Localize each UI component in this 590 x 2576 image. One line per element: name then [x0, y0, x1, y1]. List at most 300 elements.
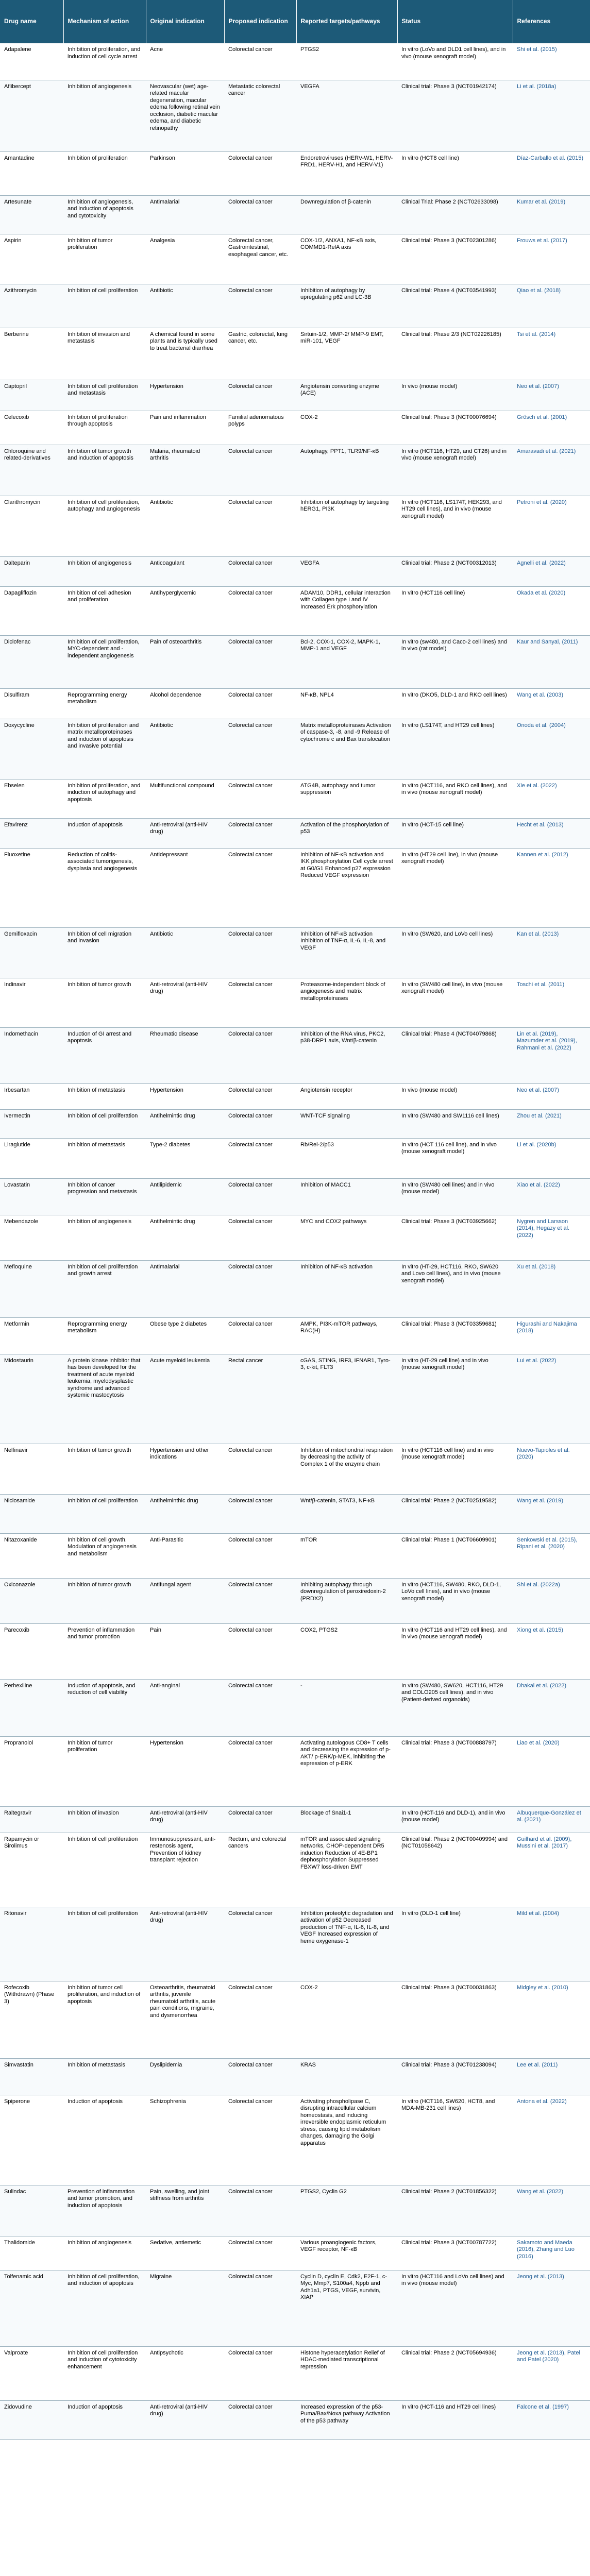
mechanism-cell: Inhibition of cell proliferation, MYC-dependent and -independent angiogenesis — [63, 635, 146, 688]
drug-name-cell: Propranolol — [0, 1736, 63, 1806]
header-status: Status — [397, 0, 513, 43]
table-row — [0, 2400, 590, 2439]
proposed-indication-cell: Colorectal cancer — [224, 2185, 296, 2236]
reference-link[interactable]: Antona et al. (2022) — [513, 2095, 590, 2185]
drug-name-cell: Rofecoxib (Withdrawn) (Phase 3) — [0, 1981, 63, 2058]
targets-cell: COX-2 — [296, 411, 397, 445]
drug-name-cell: Dalteparin — [0, 556, 63, 586]
reference-link[interactable]: Li et al. (2020b) — [513, 1138, 590, 1178]
reference-link[interactable]: Kaur and Sanyal, (2011) — [513, 635, 590, 688]
original-indication-cell: Hypertension — [146, 380, 224, 411]
drug-name-cell: Liraglutide — [0, 1138, 63, 1178]
drug-name-cell: Zidovudine — [0, 2400, 63, 2439]
drug-name-cell: Amantadine — [0, 151, 63, 195]
reference-link[interactable]: Shi et al. (2015) — [513, 43, 590, 80]
drug-name-cell: Ritonavir — [0, 1907, 63, 1981]
targets-cell: Inhibition of autophagy by upregulating p62 and LC-3B — [296, 284, 397, 328]
status-cell: In vitro (HT-29 cell line) and in vivo (mouse xenograft model) — [397, 1354, 513, 1444]
proposed-indication-cell: Colorectal cancer — [224, 1806, 296, 1833]
reference-link[interactable]: Tsi et al. (2014) — [513, 328, 590, 380]
proposed-indication-cell: Colorectal cancer — [224, 445, 296, 496]
original-indication-cell: Antibiotic — [146, 496, 224, 556]
mechanism-cell: Reprogramming energy metabolism — [63, 1317, 146, 1354]
mechanism-cell: Reprogramming energy metabolism — [63, 688, 146, 719]
reference-link[interactable]: Qiao et al. (2018) — [513, 284, 590, 328]
mechanism-cell: Inhibition of proliferation, and induction of cell cycle arrest — [63, 43, 146, 80]
drug-name-cell: Valproate — [0, 2346, 63, 2400]
mechanism-cell: Inhibition of proliferation — [63, 151, 146, 195]
drug-name-cell: Nitazoxanide — [0, 1533, 63, 1578]
targets-cell: mTOR — [296, 1533, 397, 1578]
targets-cell: Wnt/β-catenin, STAT3, NF-κB — [296, 1494, 397, 1533]
reference-link[interactable]: Petroni et al. (2020) — [513, 496, 590, 556]
mechanism-cell: Inhibition of cell proliferation — [63, 1907, 146, 1981]
proposed-indication-cell: Colorectal cancer — [224, 1083, 296, 1109]
table-row — [0, 2095, 590, 2185]
proposed-indication-cell: Colorectal cancer — [224, 151, 296, 195]
table-row — [0, 1215, 590, 1260]
targets-cell: Bcl-2, COX-1, COX-2, MAPK-1, MMP-1 and VEGF — [296, 635, 397, 688]
reference-link[interactable]: Okada et al. (2020) — [513, 586, 590, 635]
table-row — [0, 195, 590, 234]
proposed-indication-cell: Colorectal cancer — [224, 195, 296, 234]
status-cell: Clinical trial: Phase 3 (NCT00787722) — [397, 2236, 513, 2270]
status-cell: In vitro (SW480, SW620, HCT116, HT29 and COLO205 cell lines), and in vivo (Patient-derived organoids) — [397, 1679, 513, 1736]
original-indication-cell: Antimalarial — [146, 195, 224, 234]
drug-name-cell: Ebselen — [0, 779, 63, 818]
proposed-indication-cell: Colorectal cancer — [224, 1623, 296, 1679]
drug-name-cell: Perhexiline — [0, 1679, 63, 1736]
original-indication-cell: Anti-retroviral (anti-HIV drug) — [146, 818, 224, 848]
status-cell: In vitro (HCT-116 and HT29 cell lines) — [397, 2400, 513, 2439]
original-indication-cell: Acne — [146, 43, 224, 80]
drug-name-cell: Midostaurin — [0, 1354, 63, 1444]
original-indication-cell: Sedative, antiemetic — [146, 2236, 224, 2270]
table-row — [0, 445, 590, 496]
reference-link[interactable]: Jeong et al. (2013) — [513, 2270, 590, 2346]
status-cell: In vitro (HCT-116 and DLD-1), and in vivo (mouse model) — [397, 1806, 513, 1833]
original-indication-cell: Hypertension and other indications — [146, 1444, 224, 1494]
mechanism-cell: Inhibition of cell adhesion and proliferation — [63, 586, 146, 635]
mechanism-cell: Inhibition of angiogenesis — [63, 2236, 146, 2270]
table-row — [0, 496, 590, 556]
drug-name-cell: Disulfiram — [0, 688, 63, 719]
status-cell: Clinical trial: Phase 4 (NCT03541993) — [397, 284, 513, 328]
reference-link[interactable]: Mild et al. (2004) — [513, 1907, 590, 1981]
original-indication-cell: Anti-retroviral (anti-HIV drug) — [146, 1806, 224, 1833]
mechanism-cell: A protein kinase inhibitor that has been developed for the treatment of acute myeloid leukemia, myelodysplastic syndrome and advanced systemic mastocytosis — [63, 1354, 146, 1444]
status-cell: In vitro (HCT116 and HT29 cell lines), and in vivo (mouse xenograft model) — [397, 1623, 513, 1679]
original-indication-cell: Antihyperglycemic — [146, 586, 224, 635]
proposed-indication-cell: Colorectal cancer — [224, 380, 296, 411]
mechanism-cell: Inhibition of tumor proliferation — [63, 234, 146, 284]
mechanism-cell: Inhibition of tumor cell proliferation, and induction of apoptosis — [63, 1981, 146, 2058]
reference-link[interactable]: Agnelli et al. (2022) — [513, 556, 590, 586]
drug-name-cell: Thalidomide — [0, 2236, 63, 2270]
drug-name-cell: Lovastatin — [0, 1178, 63, 1215]
mechanism-cell: Inhibition of cell migration and invasion — [63, 927, 146, 978]
proposed-indication-cell: Colorectal cancer — [224, 284, 296, 328]
original-indication-cell: Anti-retroviral (anti-HIV drug) — [146, 2400, 224, 2439]
mechanism-cell: Inhibition of cell proliferation and growth arrest — [63, 1260, 146, 1317]
reference-link[interactable]: Dhakal et al. (2022) — [513, 1679, 590, 1736]
table-row — [0, 635, 590, 688]
mechanism-cell: Inhibition of cancer progression and metastasis — [63, 1178, 146, 1215]
reference-link[interactable]: Falcone et al. (1997) — [513, 2400, 590, 2439]
targets-cell: Rb/Rel-2/p53 — [296, 1138, 397, 1178]
proposed-indication-cell: Colorectal cancer — [224, 586, 296, 635]
proposed-indication-cell: Colorectal cancer — [224, 1679, 296, 1736]
status-cell: In vitro (HCT116, HT29, and CT26) and in vivo (mouse xenograft model) — [397, 445, 513, 496]
original-indication-cell: Hypertension — [146, 1736, 224, 1806]
reference-link[interactable]: Lin et al. (2019), Mazumder et al. (2019), Rahmani et al. (2022) — [513, 1027, 590, 1083]
status-cell: In vitro (HCT116 cell line) — [397, 586, 513, 635]
reference-link[interactable]: Amaravadi et al. (2021) — [513, 445, 590, 496]
targets-cell: - — [296, 1679, 397, 1736]
reference-link[interactable]: Senkowski et al. (2015), Ripani et al. (2020) — [513, 1533, 590, 1578]
targets-cell: Proteasome-independent block of angiogenesis and matrix metalloproteinases — [296, 978, 397, 1027]
targets-cell: VEGFA — [296, 556, 397, 586]
drug-name-cell: Raltegravir — [0, 1806, 63, 1833]
original-indication-cell: Antibiotic — [146, 284, 224, 328]
mechanism-cell: Inhibition of angiogenesis — [63, 80, 146, 151]
mechanism-cell: Inhibition of tumor growth — [63, 1578, 146, 1623]
original-indication-cell: Anti-retroviral (anti-HIV drug) — [146, 1907, 224, 1981]
table-row — [0, 1138, 590, 1178]
drug-name-cell: Spiperone — [0, 2095, 63, 2185]
proposed-indication-cell: Colorectal cancer — [224, 1533, 296, 1578]
status-cell: In vitro (HCT116, SW620, HCT8, and MDA-MB-231 cell lines) — [397, 2095, 513, 2185]
status-cell: Clinical trial: Phase 2 (NCT01856322) — [397, 2185, 513, 2236]
reference-link[interactable]: Xiao et al. (2022) — [513, 1178, 590, 1215]
status-cell: In vitro (SW480 cell lines) and in vivo (mouse model) — [397, 1178, 513, 1215]
proposed-indication-cell: Colorectal cancer — [224, 978, 296, 1027]
proposed-indication-cell: Metastatic colorectal cancer — [224, 80, 296, 151]
targets-cell: cGAS, STING, IRF3, IFNAR1, Tyro-3, c-kit, FLT3 — [296, 1354, 397, 1444]
mechanism-cell: Inhibition of cell proliferation and metastasis — [63, 380, 146, 411]
table-row — [0, 1833, 590, 1907]
original-indication-cell: Hypertension — [146, 1083, 224, 1109]
table-row — [0, 586, 590, 635]
original-indication-cell: Antipsychotic — [146, 2346, 224, 2400]
status-cell: Clinical trial: Phase 4 (NCT04079868) — [397, 1027, 513, 1083]
reference-link[interactable]: Hecht et al. (2013) — [513, 818, 590, 848]
status-cell: In vitro (HCT116, SW480, RKO, DLD-1, LoVo cell lines), and in vivo (mouse xenograft model) — [397, 1578, 513, 1623]
reference-link[interactable]: Neo et al. (2007) — [513, 380, 590, 411]
targets-cell: ATG4B, autophagy and tumor suppression — [296, 779, 397, 818]
original-indication-cell: Analgesia — [146, 234, 224, 284]
reference-link[interactable]: Zhou et al. (2021) — [513, 1109, 590, 1138]
original-indication-cell: Acute myeloid leukemia — [146, 1354, 224, 1444]
original-indication-cell: Pain and inflammation — [146, 411, 224, 445]
table-row — [0, 556, 590, 586]
reference-link[interactable]: Toschi et al. (2011) — [513, 978, 590, 1027]
proposed-indication-cell: Colorectal cancer — [224, 43, 296, 80]
mechanism-cell: Inhibition of invasion and metastasis — [63, 328, 146, 380]
targets-cell: COX-2 — [296, 1981, 397, 2058]
proposed-indication-cell: Rectum, and colorectal cancers — [224, 1833, 296, 1907]
status-cell: In vivo (mouse model) — [397, 380, 513, 411]
status-cell: Clinical trial: Phase 3 (NCT00031863) — [397, 1981, 513, 2058]
status-cell: Clinical trial: Phase 3 (NCT00076694) — [397, 411, 513, 445]
reference-link[interactable]: Wang et al. (2022) — [513, 2185, 590, 2236]
status-cell: In vitro (HCT116 cell line) and in vivo (mouse xenograft model) — [397, 1444, 513, 1494]
reference-link[interactable]: Wang et al. (2003) — [513, 688, 590, 719]
proposed-indication-cell: Colorectal cancer — [224, 848, 296, 927]
drug-name-cell: Aspirin — [0, 234, 63, 284]
table-row — [0, 818, 590, 848]
reference-link[interactable]: Xiong et al. (2015) — [513, 1623, 590, 1679]
status-cell: In vitro (DKO5, DLD-1 and RKO cell lines) — [397, 688, 513, 719]
reference-link[interactable]: Higurashi and Nakajima (2018) — [513, 1317, 590, 1354]
reference-link[interactable]: Albuquerque-González et al. (2021) — [513, 1806, 590, 1833]
reference-link[interactable]: Grösch et al. (2001) — [513, 411, 590, 445]
reference-link[interactable]: Xie et al. (2022) — [513, 779, 590, 818]
proposed-indication-cell: Colorectal cancer — [224, 818, 296, 848]
proposed-indication-cell: Colorectal cancer — [224, 1027, 296, 1083]
mechanism-cell: Inhibition of tumor growth and induction of apoptosis — [63, 445, 146, 496]
reference-link[interactable]: Nuevo-Tapioles et al. (2020) — [513, 1444, 590, 1494]
original-indication-cell: Schizophrenia — [146, 2095, 224, 2185]
reference-link[interactable]: Wang et al. (2019) — [513, 1494, 590, 1533]
drug-name-cell: Niclosamide — [0, 1494, 63, 1533]
mechanism-cell: Inhibition of tumor growth — [63, 1444, 146, 1494]
drug-name-cell: Nelfinavir — [0, 1444, 63, 1494]
proposed-indication-cell: Colorectal cancer — [224, 2270, 296, 2346]
proposed-indication-cell: Colorectal cancer — [224, 1444, 296, 1494]
status-cell: Clinical trial: Phase 2 (NCT00409994) and (NCT01058642) — [397, 1833, 513, 1907]
mechanism-cell: Inhibition of cell proliferation, and induction of apoptosis — [63, 2270, 146, 2346]
targets-cell: Activating phospholipase C, disrupting intracellular calcium homeostasis, and inducing irreversible endoplasmic reticulum stress, causing lipid metabolism changes, damaging the Golgi apparatus — [296, 2095, 397, 2185]
table-row — [0, 1444, 590, 1494]
mechanism-cell: Induction of apoptosis — [63, 818, 146, 848]
drug-name-cell: Rapamycin or Sirolimus — [0, 1833, 63, 1907]
original-indication-cell: Anti-Parasitic — [146, 1533, 224, 1578]
mechanism-cell: Inhibition of cell proliferation and induction of cytotoxicity enhancement — [63, 2346, 146, 2400]
status-cell: Clinical trial: Phase 2 (NCT00312013) — [397, 556, 513, 586]
reference-link[interactable]: Frouws et al. (2017) — [513, 234, 590, 284]
table-row — [0, 380, 590, 411]
proposed-indication-cell: Colorectal cancer — [224, 1736, 296, 1806]
original-indication-cell: Antihelminthic drug — [146, 1494, 224, 1533]
mechanism-cell: Inhibition of cell proliferation, autophagy and angiogenesis — [63, 496, 146, 556]
status-cell: In vitro (HT-29, HCT116, RKO, SW620 and Lovo cell lines), and in vivo (mouse xenograft model) — [397, 1260, 513, 1317]
status-cell: In vitro (SW480 and SW1116 cell lines) — [397, 1109, 513, 1138]
proposed-indication-cell: Colorectal cancer — [224, 1178, 296, 1215]
reference-link[interactable]: Díaz-Carballo et al. (2015) — [513, 151, 590, 195]
proposed-indication-cell: Colorectal cancer — [224, 1260, 296, 1317]
proposed-indication-cell: Colorectal cancer — [224, 1981, 296, 2058]
proposed-indication-cell: Colorectal cancer — [224, 2236, 296, 2270]
drug-name-cell: Berberine — [0, 328, 63, 380]
status-cell: In vitro (LS174T, and HT29 cell lines) — [397, 719, 513, 779]
table-body — [0, 43, 590, 2439]
targets-cell: COX-1/2, ANXA1, NF-κB axis, COMMD1-RelA axis — [296, 234, 397, 284]
reference-link[interactable]: Lee et al. (2011) — [513, 2058, 590, 2095]
proposed-indication-cell: Colorectal cancer — [224, 1138, 296, 1178]
mechanism-cell: Reduction of colitis-associated tumorigenesis, dysplasia and angiogenesis — [63, 848, 146, 927]
mechanism-cell: Induction of apoptosis — [63, 2095, 146, 2185]
proposed-indication-cell: Colorectal cancer — [224, 1215, 296, 1260]
mechanism-cell: Inhibition of metastasis — [63, 1083, 146, 1109]
drug-name-cell: Azithromycin — [0, 284, 63, 328]
reference-link[interactable]: Liao et al. (2020) — [513, 1736, 590, 1806]
reference-link[interactable]: Xu et al. (2018) — [513, 1260, 590, 1317]
reference-link[interactable]: Onoda et al. (2004) — [513, 719, 590, 779]
targets-cell: Autophagy, PPT1, TLR9/NF-κB — [296, 445, 397, 496]
status-cell: In vitro (HCT-15 cell line) — [397, 818, 513, 848]
table-row — [0, 284, 590, 328]
reference-link[interactable]: Guilhard et al. (2009), Mussini et al. (2017) — [513, 1833, 590, 1907]
proposed-indication-cell: Colorectal cancer — [224, 1317, 296, 1354]
reference-link[interactable]: Jeong et al. (2013), Patel and Patel (2020) — [513, 2346, 590, 2400]
original-indication-cell: Rheumatic disease — [146, 1027, 224, 1083]
table-row — [0, 1027, 590, 1083]
reference-link[interactable]: Lui et al. (2022) — [513, 1354, 590, 1444]
drug-name-cell: Chloroquine and related-derivatives — [0, 445, 63, 496]
table-row — [0, 848, 590, 927]
original-indication-cell: Anticoagulant — [146, 556, 224, 586]
status-cell: Clinical Trial: Phase 2 (NCT02633098) — [397, 195, 513, 234]
status-cell: Clinical trial: Phase 3 (NCT03925662) — [397, 1215, 513, 1260]
table-row — [0, 779, 590, 818]
drug-name-cell: Clarithromycin — [0, 496, 63, 556]
drug-name-cell: Diclofenac — [0, 635, 63, 688]
mechanism-cell: Inhibition of proliferation through apoptosis — [63, 411, 146, 445]
targets-cell: Downregulation of β-catenin — [296, 195, 397, 234]
drug-name-cell: Doxycycline — [0, 719, 63, 779]
table-row — [0, 151, 590, 195]
status-cell: In vitro (SW480 cell line), in vivo (mouse xenograft model) — [397, 978, 513, 1027]
table-row — [0, 688, 590, 719]
table-row — [0, 1260, 590, 1317]
original-indication-cell: Antilipidemic — [146, 1178, 224, 1215]
table-row — [0, 1494, 590, 1533]
table-row — [0, 43, 590, 80]
mechanism-cell: Inhibition of invasion — [63, 1806, 146, 1833]
drug-name-cell: Metformin — [0, 1317, 63, 1354]
proposed-indication-cell: Colorectal cancer — [224, 496, 296, 556]
table-row — [0, 1578, 590, 1623]
drug-name-cell: Mebendazole — [0, 1215, 63, 1260]
mechanism-cell: Inhibition of cell proliferation — [63, 1109, 146, 1138]
original-indication-cell: Antihelmintic drug — [146, 1215, 224, 1260]
targets-cell: Angiotensin receptor — [296, 1083, 397, 1109]
targets-cell: Increased expression of the p53-Puma/Bax/Noxa pathway Activation of the p53 pathway — [296, 2400, 397, 2439]
table-row — [0, 2270, 590, 2346]
targets-cell: KRAS — [296, 2058, 397, 2095]
original-indication-cell: Pain of osteoarthritis — [146, 635, 224, 688]
mechanism-cell: Prevention of inflammation and tumor promotion, and induction of apoptosis — [63, 2185, 146, 2236]
mechanism-cell: Induction of apoptosis, and reduction of cell viability — [63, 1679, 146, 1736]
original-indication-cell: Anti-retroviral (anti-HIV drug) — [146, 978, 224, 1027]
table-row — [0, 1623, 590, 1679]
mechanism-cell: Inhibition of tumor growth — [63, 978, 146, 1027]
reference-link[interactable]: Kumar et al. (2019) — [513, 195, 590, 234]
reference-link[interactable]: Neo et al. (2007) — [513, 1083, 590, 1109]
mechanism-cell: Inhibition of cell proliferation — [63, 284, 146, 328]
targets-cell: AMPK, PI3K-mTOR pathways, RAC(H) — [296, 1317, 397, 1354]
header-original-indication: Original indication — [146, 0, 224, 43]
proposed-indication-cell: Colorectal cancer, Gastrointestinal, esophageal cancer, etc. — [224, 234, 296, 284]
drug-name-cell: Efavirenz — [0, 818, 63, 848]
proposed-indication-cell: Gastric, colorectal, lung cancer, etc. — [224, 328, 296, 380]
status-cell: Clinical trial: Phase 1 (NCT06609901) — [397, 1533, 513, 1578]
drug-name-cell: Indinavir — [0, 978, 63, 1027]
mechanism-cell: Inhibition of tumor proliferation — [63, 1736, 146, 1806]
targets-cell: Inhibition of MACC1 — [296, 1178, 397, 1215]
original-indication-cell: Osteoarthritis, rheumatoid arthritis, juvenile rheumatoid arthritis, acute pain conditions, migraine, and dysmenorrhea — [146, 1981, 224, 2058]
targets-cell: Various proangiogenic factors, VEGF receptor, NF-κB — [296, 2236, 397, 2270]
targets-cell: Inhibition of NF-κB activation Inhibition of TNF-α, IL-6, IL-8, and VEGF — [296, 927, 397, 978]
reference-link[interactable]: Kannen et al. (2012) — [513, 848, 590, 927]
original-indication-cell: Antidepressant — [146, 848, 224, 927]
status-cell: Clinical trial: Phase 3 (NCT01942174) — [397, 80, 513, 151]
drug-name-cell: Parecoxib — [0, 1623, 63, 1679]
drug-name-cell: Mefloquine — [0, 1260, 63, 1317]
table-row — [0, 80, 590, 151]
mechanism-cell: Inhibition of proliferation, and induction of autophagy and apoptosis — [63, 779, 146, 818]
proposed-indication-cell: Colorectal cancer — [224, 927, 296, 978]
table-row — [0, 1907, 590, 1981]
mechanism-cell: Inhibition of metastasis — [63, 2058, 146, 2095]
mechanism-cell: Inhibition of angiogenesis, and induction of apoptosis and cytotoxicity — [63, 195, 146, 234]
targets-cell: Inhibition of autophagy by targeting hERG1, PI3K — [296, 496, 397, 556]
reference-link[interactable]: Midgley et al. (2010) — [513, 1981, 590, 2058]
table-row — [0, 1679, 590, 1736]
reference-link[interactable]: Nygren and Larsson (2014), Hegazy et al. (2022) — [513, 1215, 590, 1260]
drug-name-cell: Gemifloxacin — [0, 927, 63, 978]
table-row — [0, 1317, 590, 1354]
mechanism-cell: Inhibition of proliferation and matrix metalloproteinases and induction of apoptosis and invasive potential — [63, 719, 146, 779]
status-cell: Clinical trial: Phase 2/3 (NCT02226185) — [397, 328, 513, 380]
status-cell: Clinical trial: Phase 3 (NCT00888797) — [397, 1736, 513, 1806]
table-header-row — [0, 0, 590, 43]
original-indication-cell: Type-2 diabetes — [146, 1138, 224, 1178]
table-row — [0, 1981, 590, 2058]
drug-name-cell: Artesunate — [0, 195, 63, 234]
status-cell: Clinical trial: Phase 3 (NCT02301286) — [397, 234, 513, 284]
proposed-indication-cell: Colorectal cancer — [224, 1494, 296, 1533]
drug-name-cell: Indomethacin — [0, 1027, 63, 1083]
drug-name-cell: Sulindac — [0, 2185, 63, 2236]
targets-cell: Cyclin D, cyclin E, Cdk2, E2F-1, c-Myc, Mmp7, S100a4, Nppb and Adh1a1, PTGS, VEGF, survivin, XIAP — [296, 2270, 397, 2346]
drug-name-cell: Captopril — [0, 380, 63, 411]
reference-link[interactable]: Shi et al. (2022a) — [513, 1578, 590, 1623]
targets-cell: WNT-TCF signaling — [296, 1109, 397, 1138]
targets-cell: Histone hyperacetylation Relief of HDAC-mediated transcriptional repression — [296, 2346, 397, 2400]
targets-cell: Inhibition of NF-κB activation and IKK phosphorylation Cell cycle arrest at G0/G1 Enhanced p27 expression Reduced VEGF expression — [296, 848, 397, 927]
header-references: References — [517, 18, 551, 25]
proposed-indication-cell: Colorectal cancer — [224, 635, 296, 688]
status-cell: Clinical trial: Phase 2 (NCT02519582) — [397, 1494, 513, 1533]
table-row — [0, 1178, 590, 1215]
reference-link[interactable]: Sakamoto and Maeda (2016), Zhang and Luo (2016) — [513, 2236, 590, 2270]
reference-link[interactable]: Li et al. (2018a) — [513, 80, 590, 151]
original-indication-cell: Antihelmintic drug — [146, 1109, 224, 1138]
targets-cell: PTGS2 — [296, 43, 397, 80]
reference-link[interactable]: Kan et al. (2013) — [513, 927, 590, 978]
drug-name-cell: Celecoxib — [0, 411, 63, 445]
targets-cell: NF-κB, NPL4 — [296, 688, 397, 719]
targets-cell: PTGS2, Cyclin G2 — [296, 2185, 397, 2236]
drug-name-cell: Aflibercept — [0, 80, 63, 151]
targets-cell: Activation of the phosphorylation of p53 — [296, 818, 397, 848]
status-cell: In vitro (LoVo and DLD1 cell lines), and in vivo (mouse xenograft model) — [397, 43, 513, 80]
header-drug-name: Drug name — [0, 0, 63, 43]
mechanism-cell: Inhibition of cell growth. Modulation of angiogenesis and metabolism — [63, 1533, 146, 1578]
targets-cell: Matrix metalloproteinases Activation of caspase-3, -8, and -9 Release of cytochrome c and Bax translocation — [296, 719, 397, 779]
